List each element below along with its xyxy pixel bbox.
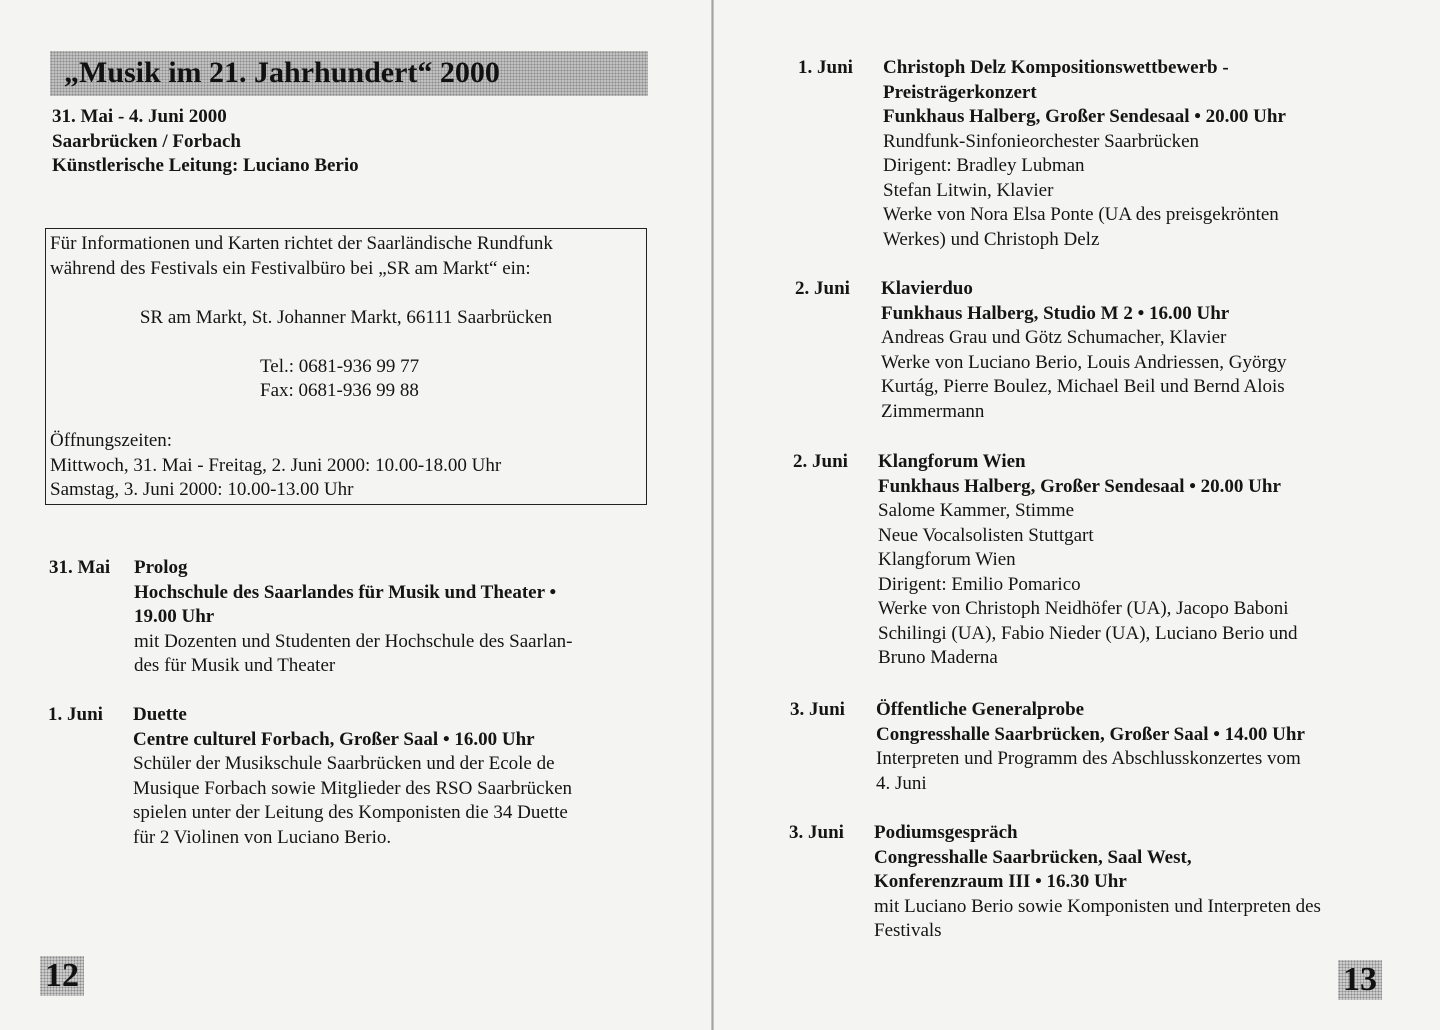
event-detail: mit Dozenten und Studenten der Hochschule des Saarlan- <box>134 630 573 652</box>
event-detail: Stefan Litwin, Klavier <box>883 179 1054 201</box>
hours-line: Mittwoch, 31. Mai - Freitag, 2. Juni 2000: 10.00-18.00 Uhr <box>50 454 502 476</box>
event-detail: Schilingi (UA), Fabio Nieder (UA), Luciano Berio und <box>878 622 1298 644</box>
event-date: 1. Juni <box>48 704 103 725</box>
event-venue: Hochschule des Saarlandes für Musik und Theater • <box>134 581 557 603</box>
festival-artistic-director: Künstlerische Leitung: Luciano Berio <box>52 155 359 176</box>
event-detail: Neue Vocalsolisten Stuttgart <box>878 524 1094 546</box>
event-venue: Congresshalle Saarbrücken, Großer Saal • 14.00 Uhr <box>876 723 1305 745</box>
festival-title-banner <box>50 51 648 96</box>
page-number: 13 <box>1338 960 1382 1000</box>
right-page <box>714 0 1440 1030</box>
festival-location: Saarbrücken / Forbach <box>52 130 241 152</box>
hours-label: Öffnungszeiten: <box>50 430 173 451</box>
event-venue: Funkhaus Halberg, Großer Sendesaal • 20.00 Uhr <box>878 475 1281 497</box>
event-detail: des für Musik und Theater <box>134 655 336 676</box>
event-detail: Rundfunk-Sinfonieorchester Saarbrücken <box>883 130 1200 152</box>
event-detail: Schüler der Musikschule Saarbrücken und der Ecole de <box>133 753 555 774</box>
event-detail: für 2 Violinen von Luciano Berio. <box>133 826 392 848</box>
event-detail: Musique Forbach sowie Mitglieder des RSO Saarbrücken <box>133 777 573 799</box>
event-body <box>876 698 1305 796</box>
info-box <box>45 228 647 505</box>
event-date: 3. Juni <box>789 822 844 843</box>
event-detail: Dirigent: Emilio Pomarico <box>878 573 1081 595</box>
info-tel: Tel.: 0681-936 99 77 <box>260 356 420 377</box>
event-detail: Kurtág, Pierre Boulez, Michael Beil und Bernd Alois <box>881 376 1285 397</box>
info-intro-line: Für Informationen und Karten richtet der Saarländische Rundfunk <box>50 233 553 254</box>
event-body <box>874 821 1321 944</box>
event-detail: Festivals <box>874 920 942 941</box>
info-intro-line: während des Festivals ein Festivalbüro bei „SR am Markt“ ein: <box>50 257 531 279</box>
hours-line: Samstag, 3. Juni 2000: 10.00-13.00 Uhr <box>50 479 354 500</box>
event-title: Klangforum Wien <box>878 451 1026 472</box>
event-detail: Dirigent: Bradley Lubman <box>883 155 1085 176</box>
event-venue: Funkhaus Halberg, Großer Sendesaal • 20.00 Uhr <box>883 106 1286 127</box>
event-date: 2. Juni <box>795 278 850 299</box>
left-page <box>0 0 711 1030</box>
event-title: Preisträgerkonzert <box>883 81 1037 103</box>
event-detail: Werke von Luciano Berio, Louis Andriessen, György <box>881 351 1287 373</box>
event-title: Duette <box>133 704 187 725</box>
event-detail: mit Luciano Berio sowie Komponisten und Interpreten des <box>874 895 1321 917</box>
event-detail: Interpreten und Programm des Abschlusskonzertes vom <box>876 748 1301 769</box>
festival-meta <box>52 105 359 179</box>
event-venue: 19.00 Uhr <box>134 606 215 627</box>
event-title: Öffentliche Generalprobe <box>876 699 1085 720</box>
info-address: SR am Markt, St. Johanner Markt, 66111 Saarbrücken <box>139 307 553 328</box>
festival-title: „Musik im 21. Jahrhundert“ 2000 <box>64 56 500 89</box>
event-title: Klavierduo <box>881 278 973 299</box>
event-detail: Bruno Maderna <box>878 647 998 668</box>
event-venue: Centre culturel Forbach, Großer Saal • 16.00 Uhr <box>133 728 535 750</box>
info-fax: Fax: 0681-936 99 88 <box>260 380 419 401</box>
event-detail: Klangforum Wien <box>878 549 1016 570</box>
event-title: Podiumsgespräch <box>874 822 1018 843</box>
event-date: 1. Juni <box>798 57 853 78</box>
event-body <box>134 556 572 679</box>
event-detail: Salome Kammer, Stimme <box>878 500 1075 521</box>
event-title: Prolog <box>134 557 188 578</box>
event-body <box>133 703 572 850</box>
event-detail: spielen unter der Leitung des Komponisten die 34 Duette <box>133 802 568 823</box>
event-venue: Konferenzraum III • 16.30 Uhr <box>874 871 1127 892</box>
festival-dates: 31. Mai - 4. Juni 2000 <box>52 106 227 127</box>
event-date: 2. Juni <box>793 451 848 472</box>
event-detail: 4. Juni <box>876 772 927 794</box>
event-detail: Zimmermann <box>881 400 985 422</box>
event-detail: Werke von Christoph Neidhöfer (UA), Jacopo Baboni <box>878 598 1289 619</box>
event-date: 3. Juni <box>790 699 845 720</box>
event-date: 31. Mai <box>49 557 111 578</box>
event-detail: Andreas Grau und Götz Schumacher, Klavier <box>881 327 1227 348</box>
event-venue: Congresshalle Saarbrücken, Saal West, <box>874 846 1192 868</box>
event-body <box>881 277 1287 424</box>
event-venue: Funkhaus Halberg, Studio M 2 • 16.00 Uhr <box>881 302 1230 324</box>
info-intro <box>50 232 553 281</box>
event-detail: Werke von Nora Elsa Ponte (UA des preisgekrönten <box>883 204 1279 225</box>
event-body <box>878 450 1298 671</box>
page-number: 12 <box>40 956 84 996</box>
event-body <box>883 56 1286 252</box>
event-title: Christoph Delz Kompositionswettbewerb - <box>883 57 1229 78</box>
info-hours <box>50 429 501 503</box>
event-detail: Werkes) und Christoph Delz <box>883 228 1100 250</box>
